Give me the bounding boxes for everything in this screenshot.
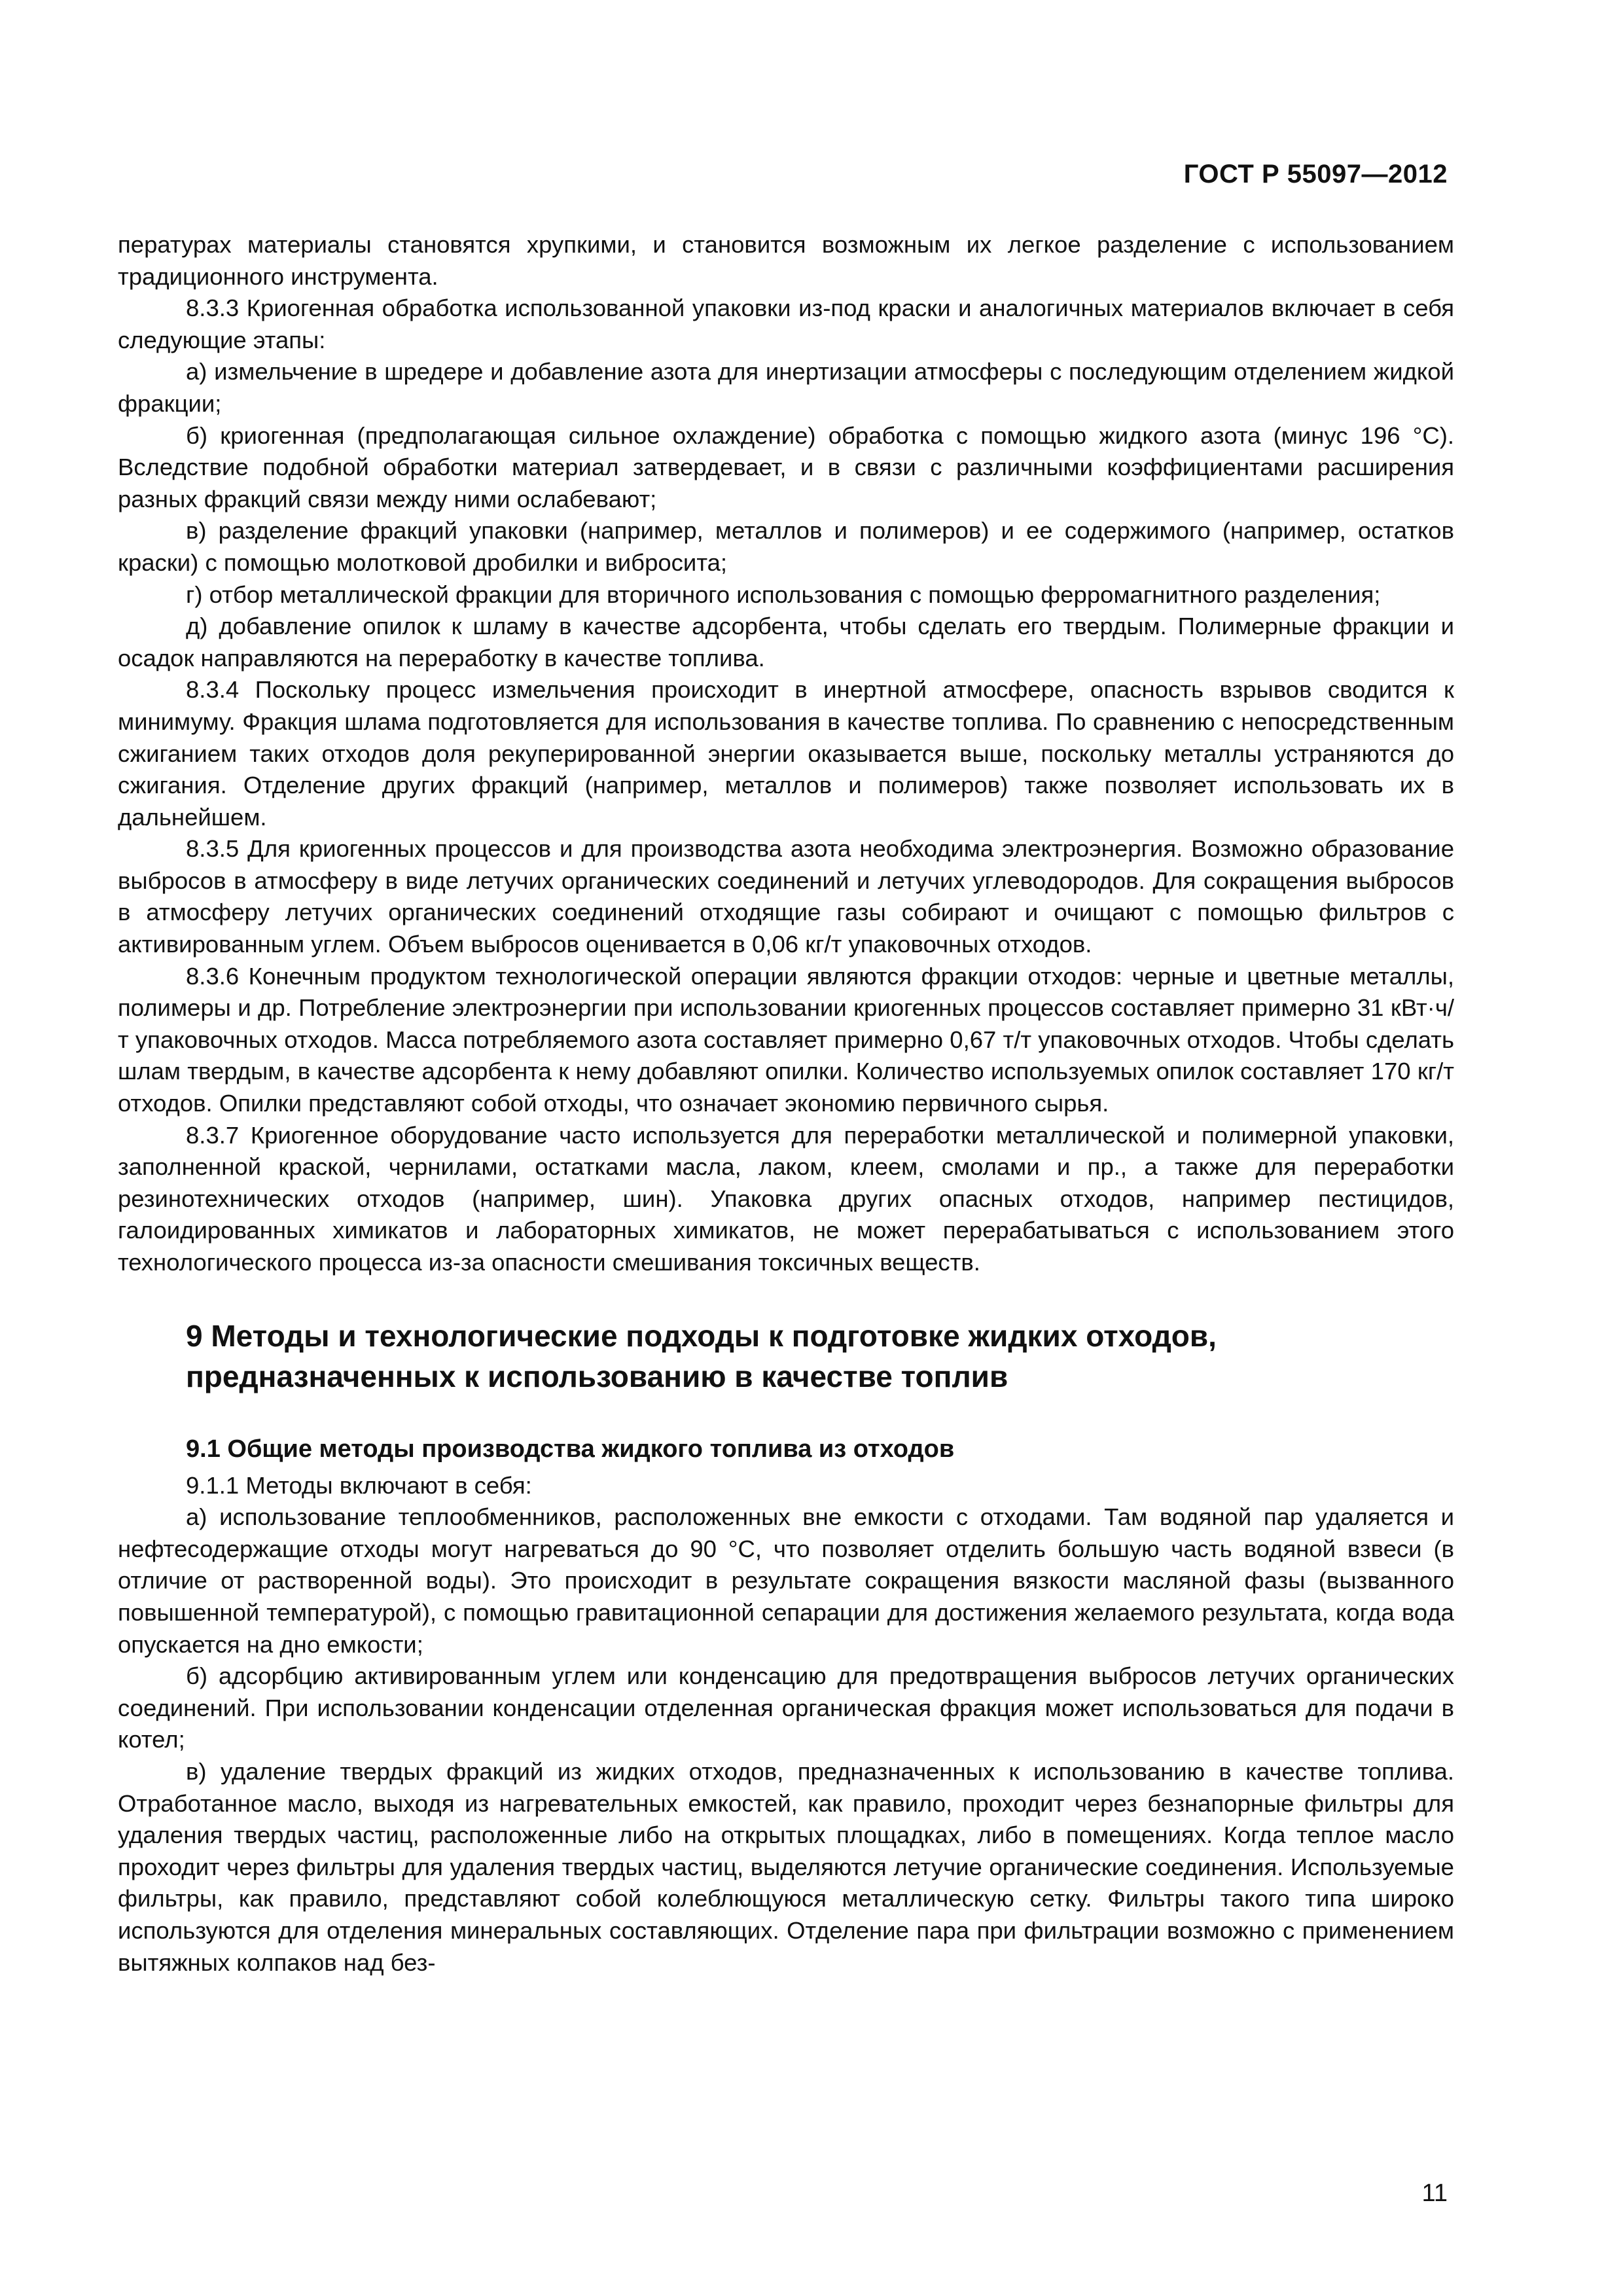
list-item: в) разделение фракций упаковки (например, металлов и полимеров) и ее содержимого (например, остатков краски) с помощью молотковой дробилки и вибросита; bbox=[118, 517, 1454, 576]
list-item: а) использование теплообменников, расположенных вне емкости с отходами. Там водяной пар удаляется и нефтесодержащие отходы могут нагреваться до 90 °С, что позволяет отделить большую часть водяной взвеси (в отличие от растворенной воды). Это происходит в результате сокращения вязкости масляной фазы (вызванного повышенной температурой), с помощью гравитационной сепарации для достижения желаемого результата, когда вода опускается на дно емкости; bbox=[118, 1503, 1454, 1658]
list-item: а) измельчение в шредере и добавление азота для инертизации атмосферы с последующим отделением жидкой фракции; bbox=[118, 358, 1454, 417]
page-number: 11 bbox=[1421, 2179, 1448, 2207]
paragraph: 8.3.5 Для криогенных процессов и для производства азота необходима электроэнергия. Возможно образование выбросов в атмосферу в виде летучих органических соединений и летучих углеводородов. Для сокращения выбросов в атмосферу летучих органических соединений отходящие газы собирают и очищают с помощью фильтров с активированным углем. Объем выбросов оценивается в 0,06 кг/т упаковочных отходов. bbox=[118, 835, 1454, 958]
list-item: б) адсорбцию активированным углем или конденсацию для предотвращения выбросов летучих органических соединений. При использовании конденсации отделенная органическая фракция может использоваться для подачи в котел; bbox=[118, 1662, 1454, 1753]
section-heading: 9 Методы и технологические подходы к подготовке жидких отходов, предназначенных к использованию в качестве топлив bbox=[186, 1318, 1217, 1393]
paragraph: 8.3.3 Криогенная обработка использованной упаковки из-под краски и аналогичных материалов включает в себя следующие этапы: bbox=[118, 295, 1454, 353]
paragraph: 9.1.1 Методы включают в себя: bbox=[186, 1471, 532, 1499]
list-item: г) отбор металлической фракции для вторичного использования с помощью ферромагнитного разделения; bbox=[186, 581, 1381, 608]
paragraph: 8.3.4 Поскольку процесс измельчения происходит в инертной атмосфере, опасность взрывов сводится к минимуму. Фракция шлама подготовляется для использования в качестве топлива. По сравнению с непосредственным сжиганием таких отходов доля рекуперированной энергии оказывается выше, поскольку металлы устраняются до сжигания. Отделение других фракций (например, металлов и полимеров) также позволяет использовать их в дальнейшем. bbox=[118, 676, 1454, 831]
list-item: в) удаление твердых фракций из жидких отходов, предназначенных к использованию в качестве топлива. Отработанное масло, выходя из нагревательных емкостей, как правило, проходит через безнапорные фильтры для удаления твердых частиц, расположенные либо на открытых площадках, либо в помещениях. Когда теплое масло проходит через фильтры для удаления твердых частиц, выделяются летучие органические соединения. Используемые фильтры, как правило, представляют собой колеблющуюся металлическую сетку. Фильтры такого типа широко используются для отделения минеральных составляющих. Отделение пара при фильтрации возможно с применением вытяжных колпаков над без- bbox=[118, 1757, 1454, 1976]
page-content bbox=[118, 229, 1454, 1979]
paragraph: пературах материалы становятся хрупкими, и становится возможным их легкое разделение с использованием традиционного инструмента. bbox=[118, 231, 1454, 290]
subsection-heading: 9.1 Общие методы производства жидкого топлива из отходов bbox=[186, 1435, 955, 1463]
list-item: д) добавление опилок к шламу в качестве адсорбента, чтобы сделать его твердым. Полимерные фракции и осадок направляются на переработку в качестве топлива. bbox=[118, 613, 1454, 672]
document-code-header: ГОСТ Р 55097—2012 bbox=[1183, 160, 1448, 188]
paragraph: 8.3.7 Криогенное оборудование часто используется для переработки металлической и полимерной упаковки, заполненной краской, чернилами, остатками масла, лаком, клеем, смолами и пр., а также для переработки резинотехнических отходов (например, шин). Упаковка других опасных отходов, например пестицидов, галоидированных химикатов и лабораторных химикатов, не может перерабатываться с использованием этого технологического процесса из-за опасности смешивания токсичных веществ. bbox=[118, 1121, 1454, 1276]
paragraph: 8.3.6 Конечным продуктом технологической операции являются фракции отходов: черные и цветные металлы, полимеры и др. Потребление электроэнергии при использовании криогенных процессов составляет примерно 31 кВт·ч/т упаковочных отходов. Масса потребляемого азота составляет примерно 0,67 т/т упаковочных отходов. Чтобы сделать шлам твердым, в качестве адсорбента к нему добавляют опилки. Количество используемых опилок составляет 170 кг/т отходов. Опилки представляют собой отходы, что означает экономию первичного сырья. bbox=[118, 962, 1454, 1117]
list-item: б) криогенная (предполагающая сильное охлаждение) обработка с помощью жидкого азота (минус 196 °С). Вследствие подобной обработки материал затвердевает, и в связи с различными коэффициентами расширения разных фракций связи между ними ослабевают; bbox=[118, 422, 1454, 512]
